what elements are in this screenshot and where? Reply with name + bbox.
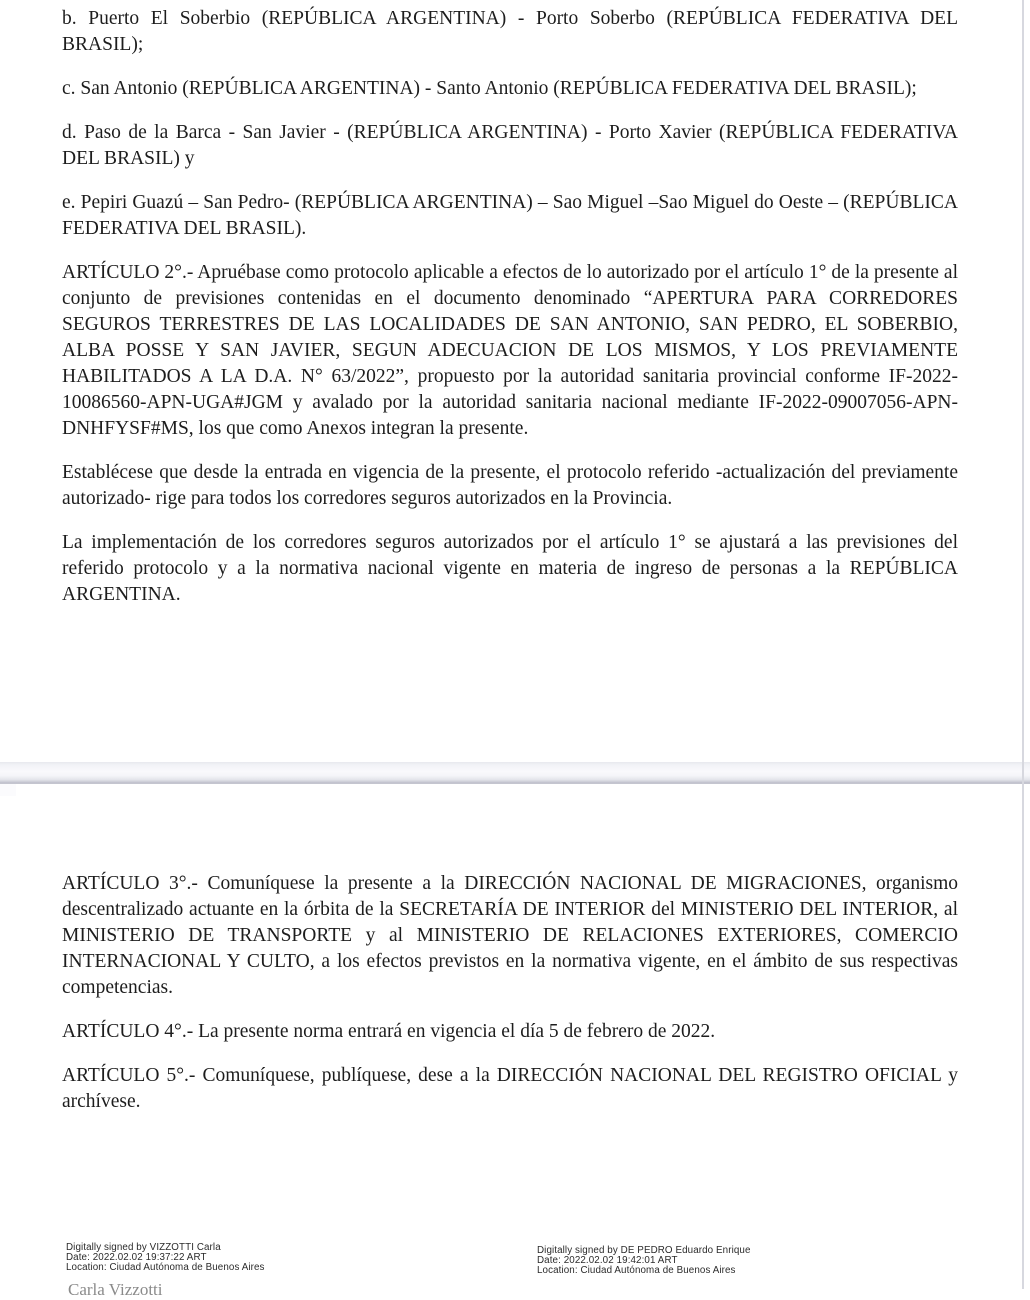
signature-date: Date: 2022.02.02 19:37:22 ART [66, 1251, 207, 1263]
page-2 [0, 784, 1030, 1115]
scan-artifact [0, 784, 16, 796]
paragraph-item-c: c. San Antonio (REPÚBLICA ARGENTINA) - Santo Antonio (REPÚBLICA FEDERATIVA DEL BRASIL); [62, 78, 917, 99]
signature-block-de-pedro [537, 1246, 751, 1276]
paragraph-item-d: d. Paso de la Barca - San Javier - (REPÚBLICA ARGENTINA) - Porto Xavier (REPÚBLICA FEDERATIVA DEL BRASIL) y [62, 122, 958, 169]
paragraph-item-e: e. Pepiri Guazú – San Pedro- (REPÚBLICA ARGENTINA) – Sao Miguel –Sao Miguel do Oeste – (REPÚBLICA FEDERATIVA DEL BRASIL). [62, 192, 958, 239]
page-separator-band [0, 762, 1030, 784]
paragraph-implementacion: La implementación de los corredores seguros autorizados por el artículo 1° se ajustará a las previsiones del referido protocolo y a la normativa nacional vigente en materia de ingreso de personas a la REPÚBLICA ARGENTINA. [62, 532, 958, 605]
signature-signed-by: Digitally signed by DE PEDRO Eduardo Enrique [537, 1245, 751, 1256]
paragraph-articulo-2: ARTÍCULO 2°.- Apruébase como protocolo aplicable a efectos de lo autorizado por el artículo 1° de la presente al conjunto de previsiones contenidas en el documento denominado “APERTURA PARA CORREDORES SEGUROS TERRESTRES DE LAS LOCALIDADES DE SAN ANTONIO, SAN PEDRO, EL SOBERBIO, ALBA POSSE Y SAN JAVIER, SEGUN ADECUACION DE LOS MISMOS, Y LOS PREVIAMENTE HABILITADOS A LA D.A. N° 63/2022”, propuesto por la autoridad sanitaria provincial conforme IF-2022-10086560-APN-UGA#JGM y avalado por la autoridad sanitaria nacional mediante IF-2022-09007056-APN-DNHFYSF#MS, los que como Anexos integran la presente. [62, 262, 958, 439]
paragraph-establecese: Establécese que desde la entrada en vigencia de la presente, el protocolo referido -actualización del previamente autorizado- rige para todos los corredores seguros autorizados en la Provincia. [62, 462, 958, 509]
page-right-edge-line [1022, 0, 1024, 1289]
signature-block-vizzotti [66, 1243, 265, 1273]
paragraph-item-b: b. Puerto El Soberbio (REPÚBLICA ARGENTINA) - Porto Soberbo (REPÚBLICA FEDERATIVA DEL BRASIL); [62, 8, 958, 55]
signature-signed-by: Digitally signed by VIZZOTTI Carla [66, 1242, 221, 1253]
signature-location: Location: Ciudad Autónoma de Buenos Aires [537, 1264, 736, 1276]
paragraph-articulo-4: ARTÍCULO 4°.- La presente norma entrará en vigencia el día 5 de febrero de 2022. [62, 1021, 716, 1042]
paragraph-articulo-3: ARTÍCULO 3°.- Comuníquese la presente a la DIRECCIÓN NACIONAL DE MIGRACIONES, organismo descentralizado actuante en la órbita de la SECRETARÍA DE INTERIOR del MINISTERIO DEL INTERIOR, al MINISTERIO DE TRANSPORTE y al MINISTERIO DE RELACIONES EXTERIORES, COMERCIO INTERNACIONAL Y CULTO, a los efectos previstos en la normativa vigente, en el ámbito de sus respectivas competencias. [62, 873, 958, 998]
signature-location: Location: Ciudad Autónoma de Buenos Aires [66, 1261, 265, 1273]
paragraph-articulo-5: ARTÍCULO 5°.- Comuníquese, publíquese, dese a la DIRECCIÓN NACIONAL DEL REGISTRO OFICIAL y archívese. [62, 1065, 958, 1112]
signature-date: Date: 2022.02.02 19:42:01 ART [537, 1254, 678, 1266]
partial-signature-name: Carla Vizzotti [68, 1280, 163, 1299]
